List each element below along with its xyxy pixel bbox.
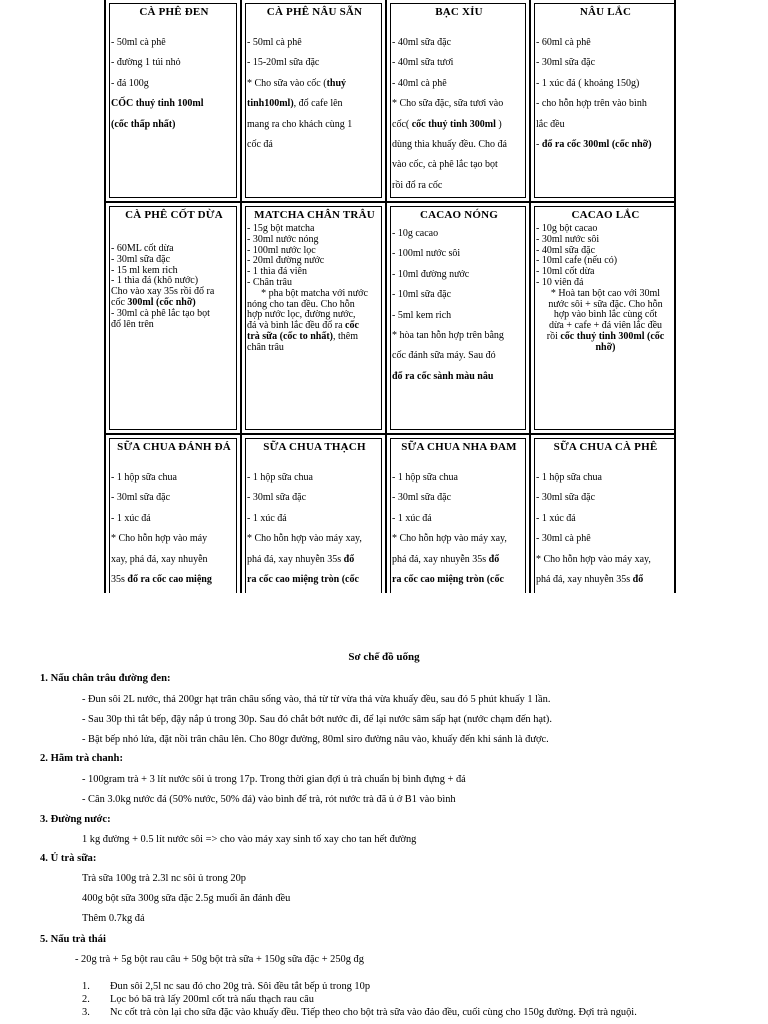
cell-line: lắc đều	[536, 118, 565, 130]
cell-line: - 100ml nước lọc	[247, 244, 316, 256]
cell-line: - 50ml cà phê	[111, 37, 166, 48]
cell-line: - 40ml sữa tươi	[392, 57, 454, 69]
numbered-item	[82, 1007, 637, 1018]
item-number: 1.	[82, 981, 90, 992]
text-run-bold: đổ ra cốc cao miệng	[127, 574, 212, 586]
cell-line: - 1 xúc đá	[392, 512, 432, 524]
text-run: * Cho sữa vào cốc (	[247, 77, 327, 89]
cell-body	[536, 33, 675, 155]
cell-sua-chua-ca-phe	[531, 435, 676, 593]
cell-line	[536, 135, 675, 155]
cell-line: dừa + cafe + đá viên lắc đều	[548, 320, 663, 332]
cell-line: - 1 xúc đá	[247, 512, 287, 524]
text-run: phá đá, xay nhuyễn 35s	[392, 553, 489, 565]
cell-line: đổ ra cốc sành màu nâu	[392, 370, 494, 382]
numbered-item	[82, 994, 314, 1005]
cell-line: * pha bột matcha với nước	[261, 287, 368, 299]
cell-line: - 40ml cà phê	[392, 77, 447, 89]
cell-line: - 100ml nước sôi	[392, 248, 461, 260]
cell-line: * Cho hỗn hợp vào máy xay,	[536, 553, 651, 565]
cell-body	[111, 33, 237, 135]
cell-title: SỮA CHUA ĐÁNH ĐÁ	[117, 441, 231, 453]
section-heading: 1. Nấu chân trâu đường đen:	[40, 673, 171, 684]
section-line: - Đun sôi 2L nước, thả 200gr hạt trân châu sống vào, thả từ từ vừa thả vừa khuấy đều, sau đó 5 phút khuấy 1 lần.	[82, 694, 551, 705]
cell-sua-chua-danh-da	[106, 435, 240, 593]
cell-line: - cho hỗn hợp trên vào bình	[536, 98, 647, 110]
cell-title: MATCHA CHÂN TRÂU	[254, 209, 375, 221]
text-run-bold: cốc thuỷ tinh 300ml (cốc	[560, 330, 665, 342]
cell-line: - 10ml cốt dừa	[536, 266, 595, 278]
cell-title: SỮA CHUA NHA ĐAM	[401, 441, 517, 453]
cell-line: - đá 100g	[111, 77, 149, 89]
cell-line: - 30ml sữa đặc	[536, 57, 596, 69]
item-text: Nc cốt trà còn lại cho sữa đặc vào khuấy đều. Tiếp theo cho bột trà sữa vào đảo đều, cuối cùng cho 150g đường. Đợi trà nguội.	[110, 1007, 637, 1018]
text-run: -	[536, 139, 542, 151]
cell-ca-phe-cot-dua	[106, 203, 240, 433]
cell-line: - 15g bột matcha	[247, 223, 315, 234]
cell-ca-phe-den	[106, 0, 240, 201]
document-title: Sơ chế đồ uống	[348, 651, 420, 663]
text-run-bold: 300ml (cốc nhỡ)	[127, 296, 196, 308]
cell-line: - 30ml cà phê	[536, 533, 591, 545]
cell-line: * Cho sữa đặc, sữa tươi vào	[392, 98, 504, 110]
cell-line: nhỡ)	[595, 341, 616, 353]
cell-body	[247, 224, 382, 354]
cell-line: - 30ml nước sôi	[536, 233, 600, 245]
cell-line: - 10g bột cacao	[536, 223, 598, 234]
cell-line: - 5ml kem rich	[392, 309, 452, 321]
text-run-bold: trà sữa (cốc to nhất)	[247, 330, 333, 342]
cell-line: mang ra cho khách cùng 1	[247, 118, 353, 130]
cell-line: chân trâu	[247, 341, 284, 353]
cell-line: - 10g cacao	[392, 228, 439, 239]
cell-line: (cốc thấp nhất)	[111, 118, 176, 130]
cell-line: vào cốc, cà phê lắc tạo bọt	[392, 159, 498, 171]
cell-line: hợp vào bình lắc cùng cốt	[553, 309, 658, 321]
recipe-table	[104, 0, 676, 593]
cell-line: - 30ml sữa đặc	[392, 492, 452, 504]
cell-line: nóng cho tan đều. Cho hỗn	[247, 298, 355, 310]
cell-line	[536, 570, 675, 590]
cell-line: - 1 hộp sữa chua	[392, 472, 458, 483]
cell-body	[392, 468, 526, 590]
cell-line: * Cho hỗn hợp vào máy	[111, 533, 208, 545]
cell-line: - 1 hộp sữa chua	[111, 472, 177, 483]
section-heading: 4. Ủ trà sữa:	[40, 853, 97, 864]
numbered-item	[82, 981, 370, 992]
cell-line: - 1 thìa đá (khô nước)	[111, 275, 199, 287]
cell-line: - đường 1 túi nhỏ	[111, 57, 181, 69]
cell-line: - Chân trâu	[247, 276, 292, 288]
text-run-bold: đổ	[632, 574, 644, 586]
cell-line: * Cho hỗn hợp vào máy xay,	[247, 533, 362, 545]
cell-line: - 30ml sữa đặc	[111, 253, 171, 265]
cell-body	[536, 224, 675, 354]
cell-line: ra cốc cao miệng tròn (cốc	[247, 574, 359, 586]
cell-line	[111, 570, 237, 590]
cell-line: - 10 viên đá	[536, 276, 584, 288]
cell-line: - 1 hộp sữa chua	[247, 472, 313, 483]
section-line: - Sau 30p thì tắt bếp, đậy nắp ủ trong 30p. Sau đó chắt bớt nước đi, để lại nước sâm sấp hạt (nước chạm đến hạt).	[82, 714, 552, 725]
cell-line: Cho vào xay 35s rồi đổ ra	[111, 286, 215, 298]
cell-body	[536, 468, 675, 590]
text-run: phá đá, xay nhuyễn 35s	[247, 553, 344, 565]
section-line: Trà sữa 100g trà 2.3l nc sôi ủ trong 20p	[82, 873, 246, 884]
cell-line: CỐC thuỷ tinh 100ml	[111, 98, 204, 110]
cell-body	[247, 468, 382, 590]
text-run: cốc(	[392, 118, 410, 130]
cell-nau-lac	[531, 0, 676, 201]
cell-line: - 30ml sữa đặc	[536, 492, 596, 504]
cell-line: cốc đánh sữa máy. Sau đó	[392, 350, 496, 362]
item-text: Đun sôi 2,5l nc sau đó cho 20g trà. Sôi đều tắt bếp ủ trong 10p	[110, 981, 371, 992]
section-line: 400g bột sữa 300g sữa đặc 2.5g muối ăn đánh đều	[82, 893, 291, 904]
cell-line: - 50ml cà phê	[247, 37, 302, 48]
cell-line: - 60ml cà phê	[536, 37, 591, 48]
text-run: , thêm	[332, 330, 358, 342]
cell-body	[247, 33, 382, 155]
cell-line: - 1 xúc đá	[111, 512, 151, 524]
item-text: Lọc bỏ bã trà lấy 200ml cốt trà nấu thạch rau câu	[110, 994, 314, 1005]
section-heading: 3. Đường nước:	[40, 814, 111, 825]
text-run-bold: đổ	[343, 553, 355, 565]
text-run: cốc	[111, 296, 128, 308]
item-number: 3.	[82, 1007, 90, 1018]
cell-line: - 10ml cafe (nếu có)	[536, 255, 618, 267]
section-line: - 100gram trà + 3 lít nước sôi ủ trong 17p. Trong thời gian đợi ủ trà chuẩn bị bình đựng + đá	[82, 774, 466, 785]
section-line: - 20g trà + 5g bột rau câu + 50g bột trà sữa + 150g sữa đặc + 250g đg	[75, 954, 364, 965]
cell-line: cốc đá	[247, 139, 273, 151]
text-run: )	[495, 118, 502, 130]
text-run-bold: đổ	[488, 553, 500, 565]
section-line: Thêm 0.7kg đá	[82, 913, 145, 924]
section-line: 1 kg đường + 0.5 lít nước sôi => cho vào máy xay sinh tố xay cho tan hết đường	[82, 834, 417, 845]
cell-title: CÀ PHÊ CỐT DỪA	[125, 209, 223, 221]
text-run-bold: cốc thuỷ tinh 300ml	[409, 118, 496, 130]
cell-sua-chua-thach	[242, 435, 385, 593]
cell-line: - 1 xúc đá ( khoảng 150g)	[536, 77, 640, 89]
cell-matcha-chan-trau	[242, 203, 385, 433]
cell-title: BẠC XỈU	[435, 6, 483, 18]
cell-line: * Cho hỗn hợp vào máy xay,	[392, 533, 507, 545]
cell-line	[247, 550, 382, 570]
section-heading: 2. Hãm trà chanh:	[40, 753, 123, 764]
cell-line: - 1 xúc đá	[536, 512, 576, 524]
cell-line: - 30ml sữa đặc	[247, 492, 307, 504]
cell-bac-xiu	[387, 0, 529, 201]
text-run: đá và bình lắc đều đổ ra	[247, 320, 346, 332]
text-run: rồi	[546, 330, 561, 342]
cell-title: SỮA CHUA THẠCH	[263, 441, 366, 453]
text-run-bold: cốc	[345, 320, 359, 332]
cell-line	[392, 550, 526, 570]
cell-title: CACAO LẮC	[571, 209, 640, 221]
cell-line: - 10ml sữa đặc	[392, 289, 452, 301]
cell-title: CACAO NÓNG	[419, 209, 499, 221]
cell-line: - 1 thìa đá viên	[247, 266, 307, 278]
text-run: 35s	[111, 574, 128, 586]
cell-line: - 60ML cốt dừa	[111, 243, 174, 254]
cell-line: * Hoà tan bột cao với 30ml	[550, 287, 661, 299]
cell-line: - 30ml sữa đặc	[111, 492, 171, 504]
cell-body	[111, 244, 237, 330]
cell-line: - 20ml đường nước	[247, 255, 325, 267]
cell-line: - 1 hộp sữa chua	[536, 472, 602, 483]
cell-line: * hòa tan hỗn hợp trên bằng	[392, 330, 504, 342]
cell-line: - 10ml đường nước	[392, 268, 470, 280]
cell-cacao-lac	[531, 203, 676, 433]
cell-body	[392, 224, 526, 387]
cell-title: SỮA CHUA CÀ PHÊ	[553, 441, 658, 453]
cell-line: - 40ml sữa đặc	[536, 244, 596, 256]
text-run: , đổ cafe lên	[293, 98, 343, 110]
cell-body	[111, 468, 237, 590]
cell-line: dùng thìa khuấy đều. Cho đá	[392, 139, 507, 151]
cell-sua-chua-nha-dam	[387, 435, 529, 593]
section-line: - Bật bếp nhỏ lửa, đặt nồi trân châu lên. Cho 80gr đường, 80ml siro đường nâu vào, khuấy đến khi sánh là được.	[82, 734, 549, 745]
cell-line: rồi đổ ra cốc	[392, 179, 443, 191]
cell-line	[392, 115, 526, 135]
cell-cacao-nong	[387, 203, 529, 433]
text-run-bold: thuỷ	[326, 77, 347, 89]
cell-title: CÀ PHÊ ĐEN	[139, 6, 209, 18]
cell-line: xay, phá đá, xay nhuyễn	[111, 553, 208, 565]
text-run-bold: đổ ra cốc 300ml (cốc nhỡ)	[541, 139, 652, 151]
cell-line: ra cốc cao miệng tròn (cốc	[392, 574, 504, 586]
cell-line: - 30ml cà phê lắc tạo bọt	[111, 307, 210, 319]
cell-line: - 15-20ml sữa đặc	[247, 57, 320, 69]
cell-line: nước sôi + sữa đặc. Cho hỗn	[548, 298, 663, 310]
cell-line: hợp nước lọc, đường nước,	[247, 309, 356, 321]
cell-line	[247, 74, 382, 94]
text-run-bold: tinh100ml)	[247, 98, 294, 110]
cell-body	[392, 33, 526, 196]
section-line: - Cân 3.0kg nước đá (50% nước, 50% đá) vào bình để trà, rót nước trà đã ủ ở B1 vào bình	[82, 794, 456, 805]
cell-line	[247, 94, 382, 114]
text-run: phá đá, xay nhuyễn 35s	[536, 574, 633, 586]
cell-title: NÂU LẮC	[579, 6, 632, 18]
item-number: 2.	[82, 994, 90, 1005]
cell-title: CÀ PHÊ NÂU SẴN	[266, 6, 363, 18]
cell-line: đổ lên trên	[111, 318, 154, 330]
cell-ca-phe-nau-san	[242, 0, 385, 201]
section-heading: 5. Nấu trà thái	[40, 934, 106, 945]
cell-line: - 40ml sữa đặc	[392, 37, 452, 48]
cell-line: - 30ml nước nóng	[247, 233, 319, 245]
cell-line: - 15 ml kem rich	[111, 264, 178, 276]
